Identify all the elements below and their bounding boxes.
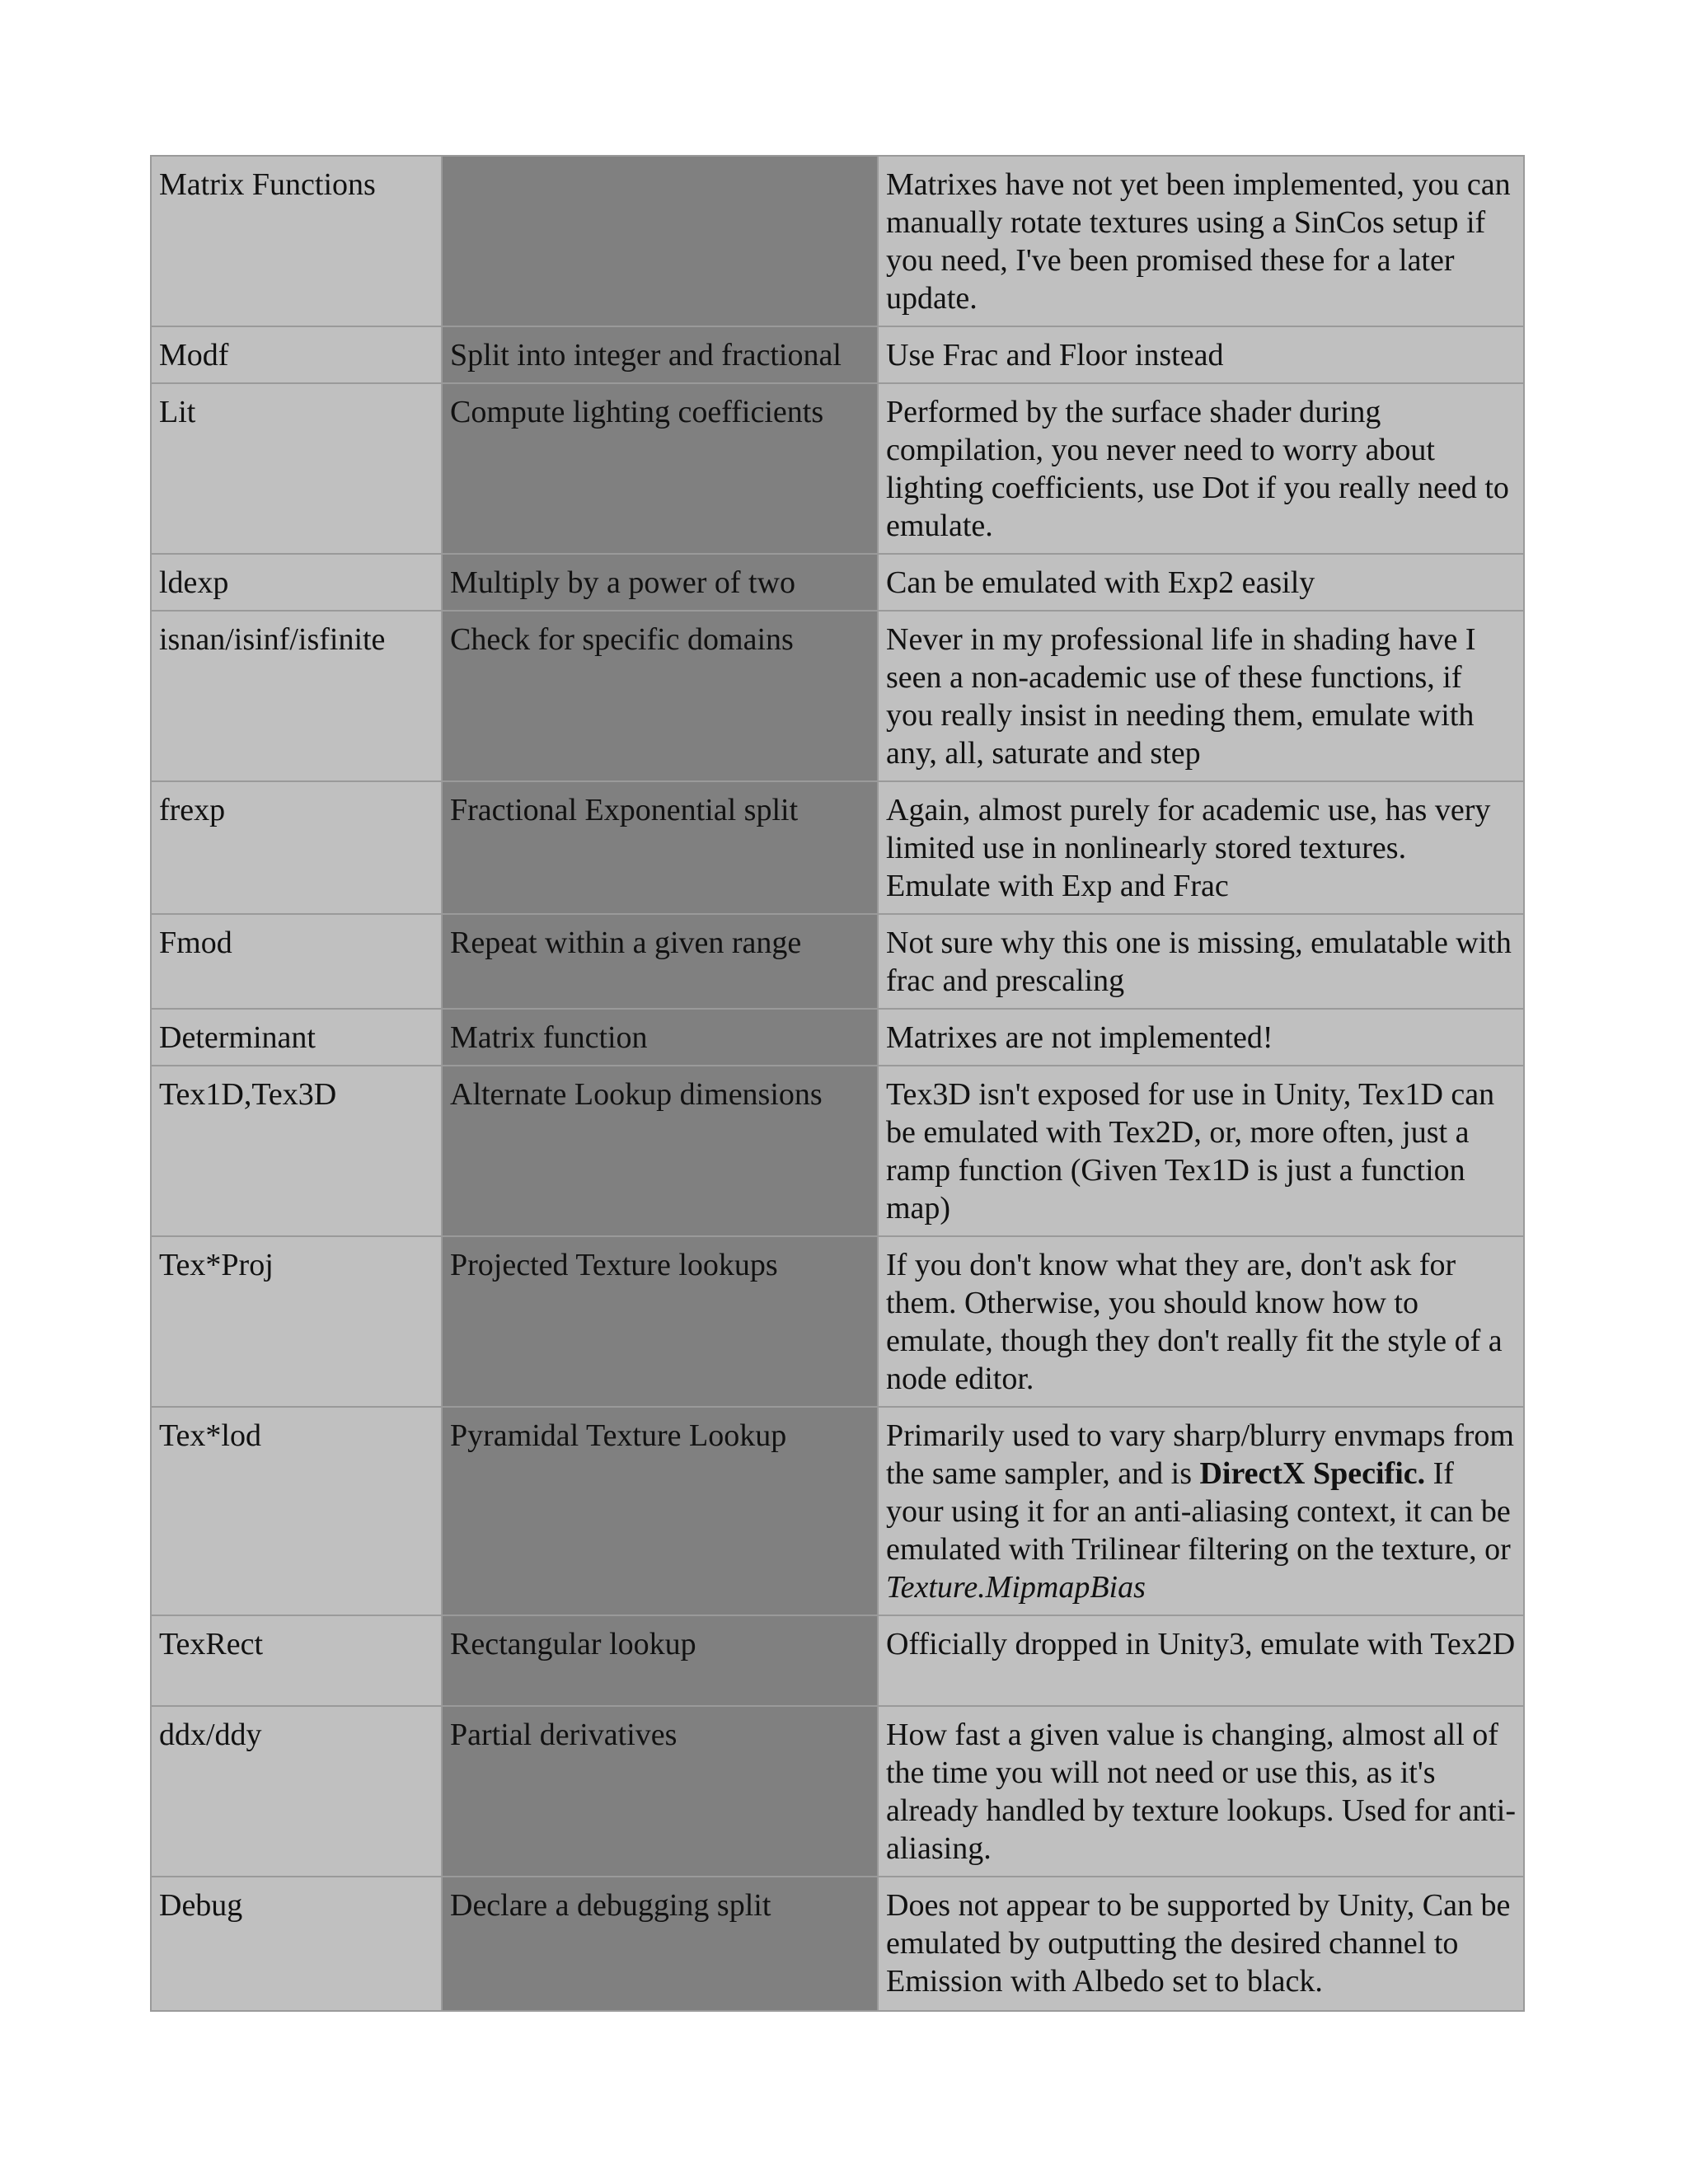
note-cell: How fast a given value is changing, almost all of the time you will not need or use this, as it's already handled by texture lookups. Used for anti-aliasing. — [878, 1706, 1524, 1877]
description-cell: Compute lighting coefficients — [442, 383, 878, 554]
function-cell: Tex1D,Tex3D — [151, 1066, 442, 1236]
note-cell: Can be emulated with Exp2 easily — [878, 554, 1524, 611]
note-cell: Use Frac and Floor instead — [878, 326, 1524, 383]
function-cell: ldexp — [151, 554, 442, 611]
note-cell: Never in my professional life in shading have I seen a non-academic use of these functions, if you really insist in needing them, emulate with any, all, saturate and step — [878, 611, 1524, 781]
function-cell: isnan/isinf/isfinite — [151, 611, 442, 781]
description-cell: Fractional Exponential split — [442, 781, 878, 914]
function-cell: frexp — [151, 781, 442, 914]
description-cell — [442, 156, 878, 326]
table-row — [151, 914, 1524, 1009]
table-row — [151, 156, 1524, 326]
function-cell: Lit — [151, 383, 442, 554]
note-cell — [878, 1407, 1524, 1615]
description-cell: Multiply by a power of two — [442, 554, 878, 611]
note-cell: If you don't know what they are, don't ask for them. Otherwise, you should know how to emulate, though they don't really fit the style of a node editor. — [878, 1236, 1524, 1407]
function-cell: Modf — [151, 326, 442, 383]
note-cell: Officially dropped in Unity3, emulate with Tex2D — [878, 1615, 1524, 1706]
description-cell: Pyramidal Texture Lookup — [442, 1407, 878, 1615]
description-cell: Partial derivatives — [442, 1706, 878, 1877]
table-row — [151, 383, 1524, 554]
note-cell: Performed by the surface shader during compilation, you never need to worry about lighting coefficients, use Dot if you really need to emulate. — [878, 383, 1524, 554]
function-cell: ddx/ddy — [151, 1706, 442, 1877]
table-row — [151, 1009, 1524, 1066]
note-italic-text: Texture.MipmapBias — [886, 1570, 1146, 1605]
note-bold-text: DirectX Specific. — [1199, 1456, 1426, 1491]
note-cell: Tex3D isn't exposed for use in Unity, Tex1D can be emulated with Tex2D, or, more often, just a ramp function (Given Tex1D is just a function map) — [878, 1066, 1524, 1236]
description-cell: Check for specific domains — [442, 611, 878, 781]
hlsl-functions-table — [150, 155, 1525, 2012]
description-cell: Declare a debugging split — [442, 1877, 878, 2011]
note-cell: Does not appear to be supported by Unity, Can be emulated by outputting the desired channel to Emission with Albedo set to black. — [878, 1877, 1524, 2011]
table-row — [151, 554, 1524, 611]
table-row — [151, 326, 1524, 383]
function-cell: Debug — [151, 1877, 442, 2011]
description-cell: Rectangular lookup — [442, 1615, 878, 1706]
function-cell: TexRect — [151, 1615, 442, 1706]
description-cell: Split into integer and fractional — [442, 326, 878, 383]
function-cell: Matrix Functions — [151, 156, 442, 326]
note-text: Primarily used to vary sharp/blurry envmaps from the same sampler, and is — [886, 1418, 1514, 1491]
table-row — [151, 1066, 1524, 1236]
description-cell: Matrix function — [442, 1009, 878, 1066]
description-cell: Projected Texture lookups — [442, 1236, 878, 1407]
table-row — [151, 1615, 1524, 1706]
note-cell: Not sure why this one is missing, emulatable with frac and prescaling — [878, 914, 1524, 1009]
description-cell: Repeat within a given range — [442, 914, 878, 1009]
table-row — [151, 1706, 1524, 1877]
note-cell: Again, almost purely for academic use, has very limited use in nonlinearly stored textures. Emulate with Exp and Frac — [878, 781, 1524, 914]
description-cell: Alternate Lookup dimensions — [442, 1066, 878, 1236]
note-cell: Matrixes are not implemented! — [878, 1009, 1524, 1066]
table-row — [151, 611, 1524, 781]
function-cell: Tex*Proj — [151, 1236, 442, 1407]
function-cell: Tex*lod — [151, 1407, 442, 1615]
function-cell: Fmod — [151, 914, 442, 1009]
table-row — [151, 1877, 1524, 2011]
function-cell: Determinant — [151, 1009, 442, 1066]
note-cell: Matrixes have not yet been implemented, you can manually rotate textures using a SinCos setup if you need, I've been promised these for a later update. — [878, 156, 1524, 326]
table-row — [151, 1407, 1524, 1615]
table-row — [151, 781, 1524, 914]
note-text: If your using it for an anti-aliasing context, it can be emulated with Trilinear filtering on the texture, or — [886, 1456, 1511, 1567]
table-row — [151, 1236, 1524, 1407]
